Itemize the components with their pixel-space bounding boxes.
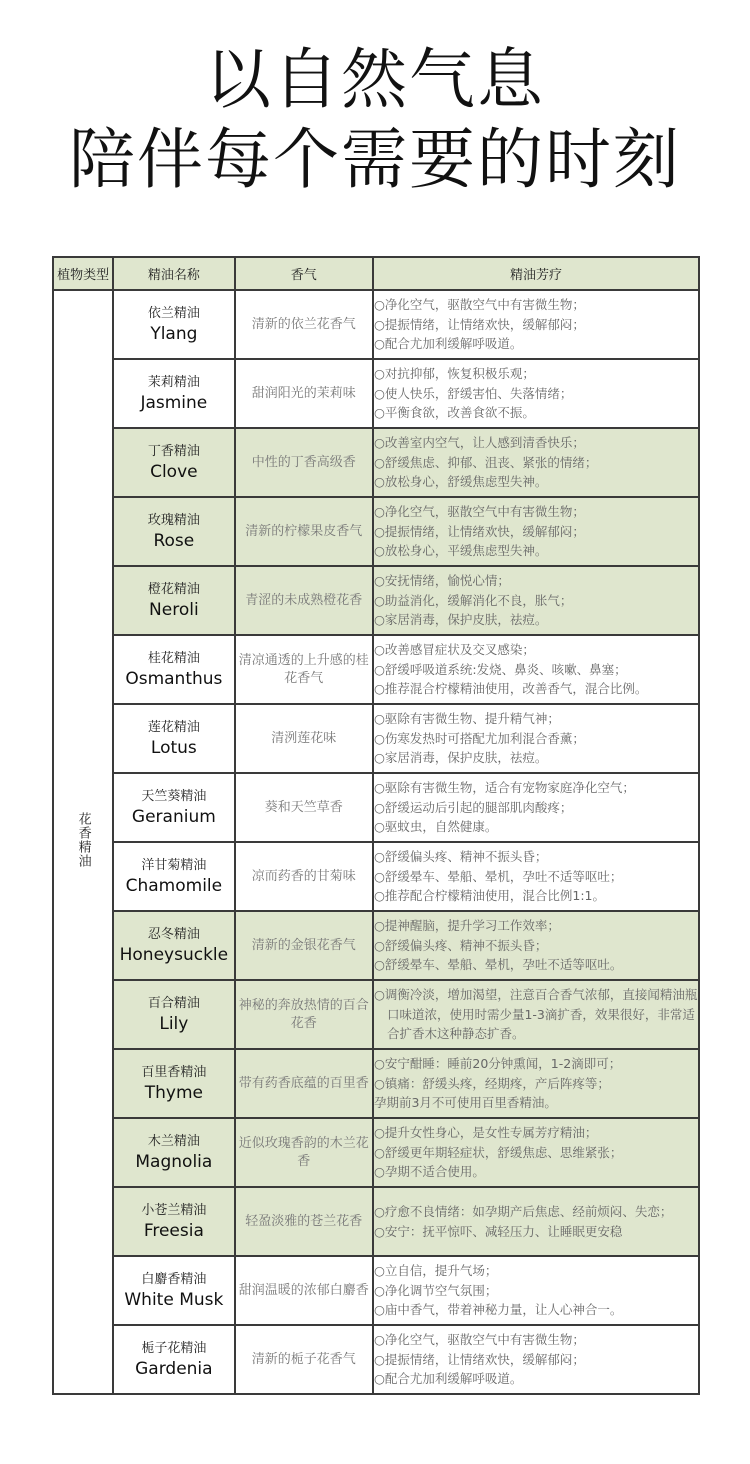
aromatherapy-cell	[373, 980, 699, 1049]
oil-name-chinese: 丁香精油	[147, 443, 200, 459]
aroma-cell: 近似玫瑰香韵的木兰花香	[235, 1118, 373, 1187]
aromatherapy-cell	[373, 1187, 699, 1256]
headline-line-1: 以自然气息	[205, 41, 545, 118]
aromatherapy-cell	[373, 842, 699, 911]
oil-name-cell	[113, 1187, 234, 1256]
aroma-cell: 甜润温暖的浓郁白麝香	[235, 1256, 373, 1325]
oil-name-cell	[113, 635, 234, 704]
table-row	[53, 1187, 699, 1256]
aromatherapy-line: ○改善室内空气，让人感到清香快乐；	[373, 435, 585, 451]
aromatherapy-line: ○助益消化，缓解消化不良，胀气；	[373, 592, 573, 608]
aromatherapy-line: ○伤寒发热时可搭配尤加利混合香薰；	[373, 730, 585, 746]
oil-name-english: Freesia	[143, 1220, 204, 1241]
aromatherapy-line: ○舒缓焦虑、抑郁、沮丧、紧张的情绪；	[373, 454, 598, 470]
aroma-cell: 清新的金银花香气	[235, 911, 373, 980]
oil-name-english: Lily	[159, 1013, 189, 1034]
aromatherapy-line: ○家居消毒，保护皮肤，祛痘。	[373, 750, 548, 766]
aromatherapy-cell	[373, 635, 699, 704]
aromatherapy-line: ○提振情绪，让情绪欢快，缓解郁闷；	[373, 316, 585, 332]
table-row	[53, 1325, 699, 1394]
aromatherapy-line: ○提振情绪，让情绪欢快，缓解郁闷；	[373, 1351, 585, 1367]
aroma-cell: 清洌莲花味	[235, 704, 373, 773]
aromatherapy-line: ○净化空气，驱散空气中有害微生物；	[373, 1332, 585, 1348]
aroma-cell: 甜润阳光的茉莉味	[235, 359, 373, 428]
aromatherapy-line: ○对抗抑郁，恢复积极乐观；	[373, 366, 535, 382]
aroma-cell: 神秘的奔放热情的百合花香	[235, 980, 373, 1049]
table-body	[53, 290, 699, 1394]
table-row	[53, 980, 699, 1049]
oil-name-cell	[113, 1049, 234, 1118]
aromatherapy-line: ○配合尤加利缓解呼吸道。	[373, 1371, 523, 1387]
oil-name-chinese: 百里香精油	[141, 1064, 207, 1080]
oil-name-english: Magnolia	[135, 1151, 213, 1172]
aromatherapy-line: ○放松身心，平缓焦虑型失神。	[373, 543, 548, 559]
oil-name-english: Ylang	[150, 323, 198, 344]
aromatherapy-line: ○舒缓运动后引起的腿部肌肉酸疼；	[373, 799, 573, 815]
header-aroma: 香气	[235, 257, 373, 290]
oil-name-chinese: 橙花精油	[147, 581, 200, 597]
aromatherapy-line: ○驱除有害微生物，适合有宠物家庭净化空气；	[373, 780, 635, 796]
aromatherapy-line: ○安宁酣睡：睡前20分钟熏闻，1-2滴即可；	[373, 1056, 622, 1072]
aromatherapy-line: ○安宁：抚平惊吓、减轻压力、让睡眠更安稳	[373, 1223, 623, 1239]
oil-name-chinese: 桂花精油	[147, 650, 200, 666]
oil-name-english: White Musk	[124, 1289, 224, 1310]
table-row	[53, 497, 699, 566]
essential-oil-table	[52, 256, 700, 1395]
aromatherapy-line: ○推荐配合柠檬精油使用，混合比例1:1。	[373, 888, 605, 904]
plant-type-label: 花香精油	[75, 812, 91, 868]
oil-name-english: Geranium	[131, 806, 216, 827]
aromatherapy-line: ○驱除有害微生物、提升精气神；	[373, 711, 560, 727]
oil-name-cell	[113, 566, 234, 635]
aroma-cell: 轻盈淡雅的苍兰花香	[235, 1187, 373, 1256]
aromatherapy-line: ○使人快乐，舒缓害怕、失落情绪；	[373, 385, 573, 401]
oil-name-cell	[113, 842, 234, 911]
table-header-row	[53, 257, 699, 290]
table-row	[53, 911, 699, 980]
oil-name-cell	[113, 980, 234, 1049]
aromatherapy-cell	[373, 911, 699, 980]
header-oil-name: 精油名称	[113, 257, 234, 290]
aromatherapy-line: 孕期前3月不可使用百里香精油。	[373, 1095, 557, 1111]
oil-name-english: Clove	[150, 461, 198, 482]
oil-name-cell	[113, 1256, 234, 1325]
oil-name-cell	[113, 290, 234, 359]
aroma-cell: 清新的栀子花香气	[235, 1325, 373, 1394]
oil-name-cell	[113, 428, 234, 497]
aromatherapy-line: ○净化空气，驱散空气中有害微生物；	[373, 297, 585, 313]
aromatherapy-line: ○家居消毒，保护皮肤，祛痘。	[373, 612, 548, 628]
aromatherapy-line: ○放松身心，舒缓焦虑型失神。	[373, 474, 548, 490]
header-aromatherapy: 精油芳疗	[373, 257, 699, 290]
aromatherapy-line: ○净化调节空气氛围；	[373, 1282, 498, 1298]
aromatherapy-cell	[373, 428, 699, 497]
aroma-cell: 清新的柠檬果皮香气	[235, 497, 373, 566]
aromatherapy-cell	[373, 704, 699, 773]
header-plant-type: 植物类型	[53, 257, 113, 290]
oil-name-cell	[113, 497, 234, 566]
oil-name-english: Neroli	[149, 599, 199, 620]
oil-name-chinese: 玫瑰精油	[147, 512, 200, 528]
aromatherapy-line: ○舒缓更年期轻症状，舒缓焦虑、思维紧张；	[373, 1144, 623, 1160]
aromatherapy-line: ○舒缓晕车、晕船、晕机，孕吐不适等呕吐；	[373, 868, 623, 884]
headline-line-2: 陪伴每个需要的时刻	[69, 121, 681, 198]
aromatherapy-line: ○孕期不适合使用。	[373, 1164, 485, 1180]
aromatherapy-cell	[373, 359, 699, 428]
oil-name-cell	[113, 1325, 234, 1394]
aromatherapy-line: ○驱蚊虫，自然健康。	[373, 819, 498, 835]
aromatherapy-line: ○镇痛：舒缓头疼，经期疼，产后阵疼等；	[373, 1075, 610, 1091]
aromatherapy-line: ○舒缓晕车、晕船、晕机，孕吐不适等呕吐。	[373, 957, 623, 973]
oil-name-chinese: 百合精油	[147, 995, 200, 1011]
aromatherapy-line: ○调衡冷淡，增加渴望，注意百合香气浓郁，直接闻精油瓶口味道浓，使用时需少量1-3滴扩香，效果很好，非常适合扩香木这种静态扩香。	[373, 987, 698, 1042]
oil-name-chinese: 洋甘菊精油	[141, 857, 207, 873]
oil-name-cell	[113, 773, 234, 842]
aromatherapy-line: ○疗愈不良情绪：如孕期产后焦虑、经前烦闷、失恋；	[373, 1204, 673, 1219]
table-row	[53, 773, 699, 842]
aromatherapy-cell	[373, 497, 699, 566]
aromatherapy-cell	[373, 773, 699, 842]
aromatherapy-line: ○推荐混合柠檬精油使用，改善香气，混合比例。	[373, 681, 648, 697]
aromatherapy-line: ○提神醒脑，提升学习工作效率；	[373, 918, 560, 934]
oil-name-english: Rose	[153, 530, 195, 551]
table-row	[53, 1256, 699, 1325]
oil-name-chinese: 茉莉精油	[147, 374, 200, 390]
aroma-cell: 带有药香底蕴的百里香	[235, 1049, 373, 1118]
oil-name-chinese: 天竺葵精油	[141, 788, 207, 804]
table-row	[53, 842, 699, 911]
plant-type-cell	[53, 290, 113, 1394]
aromatherapy-line: ○配合尤加利缓解呼吸道。	[373, 336, 523, 352]
oil-name-chinese: 依兰精油	[147, 305, 200, 321]
oil-name-cell	[113, 359, 234, 428]
aromatherapy-line: ○舒缓呼吸道系统:发烧、鼻炎、咳嗽、鼻塞；	[373, 661, 627, 677]
oil-name-cell	[113, 704, 234, 773]
aromatherapy-cell	[373, 290, 699, 359]
aromatherapy-cell	[373, 1325, 699, 1394]
aromatherapy-cell	[373, 566, 699, 635]
aromatherapy-line: ○平衡食欲，改善食欲不振。	[373, 405, 535, 421]
oil-name-english: Honeysuckle	[119, 944, 229, 965]
oil-name-cell	[113, 1118, 234, 1187]
aromatherapy-line: ○安抚情绪，愉悦心情；	[373, 573, 510, 589]
oil-name-chinese: 小苍兰精油	[141, 1202, 207, 1218]
oil-name-cell	[113, 911, 234, 980]
oil-name-english: Osmanthus	[125, 668, 223, 689]
aromatherapy-line: ○舒缓偏头疼、精神不振头昏；	[373, 937, 548, 953]
table-row	[53, 704, 699, 773]
aroma-cell: 凉而药香的甘菊味	[235, 842, 373, 911]
aromatherapy-line: ○庙中香气，带着神秘力量，让人心神合一。	[373, 1302, 623, 1318]
table-row	[53, 428, 699, 497]
aroma-cell: 清凉通透的上升感的桂花香气	[235, 635, 373, 704]
table-row	[53, 635, 699, 704]
oil-name-chinese: 白麝香精油	[141, 1271, 207, 1287]
aromatherapy-line: ○立自信，提升气场；	[373, 1263, 498, 1279]
aromatherapy-line: ○提升女性身心，是女性专属芳疗精油；	[373, 1125, 598, 1141]
aromatherapy-line: ○改善感冒症状及交叉感染；	[373, 642, 535, 658]
aromatherapy-line: ○提振情绪，让情绪欢快，缓解郁闷；	[373, 523, 585, 539]
aroma-cell: 清新的依兰花香气	[235, 290, 373, 359]
aromatherapy-line: ○净化空气，驱散空气中有害微生物；	[373, 504, 585, 520]
aromatherapy-line: ○舒缓偏头疼、精神不振头昏；	[373, 849, 548, 865]
oil-name-english: Jasmine	[140, 392, 208, 413]
aroma-cell: 青涩的未成熟橙花香	[235, 566, 373, 635]
table-row	[53, 1118, 699, 1187]
table-row	[53, 566, 699, 635]
oil-name-chinese: 莲花精油	[147, 719, 200, 735]
oil-name-chinese: 栀子花精油	[141, 1340, 207, 1356]
table-row	[53, 290, 699, 359]
oil-name-chinese: 忍冬精油	[147, 926, 200, 942]
aromatherapy-cell	[373, 1049, 699, 1118]
oil-name-chinese: 木兰精油	[147, 1133, 200, 1149]
table-row	[53, 359, 699, 428]
oil-name-english: Chamomile	[125, 875, 223, 896]
table-row	[53, 1049, 699, 1118]
oil-name-english: Thyme	[144, 1082, 203, 1103]
aromatherapy-cell	[373, 1256, 699, 1325]
aromatherapy-cell	[373, 1118, 699, 1187]
oil-name-english: Gardenia	[135, 1358, 213, 1379]
oil-name-english: Lotus	[150, 737, 197, 758]
aroma-cell: 中性的丁香高级香	[235, 428, 373, 497]
aroma-cell: 葵和天竺草香	[235, 773, 373, 842]
